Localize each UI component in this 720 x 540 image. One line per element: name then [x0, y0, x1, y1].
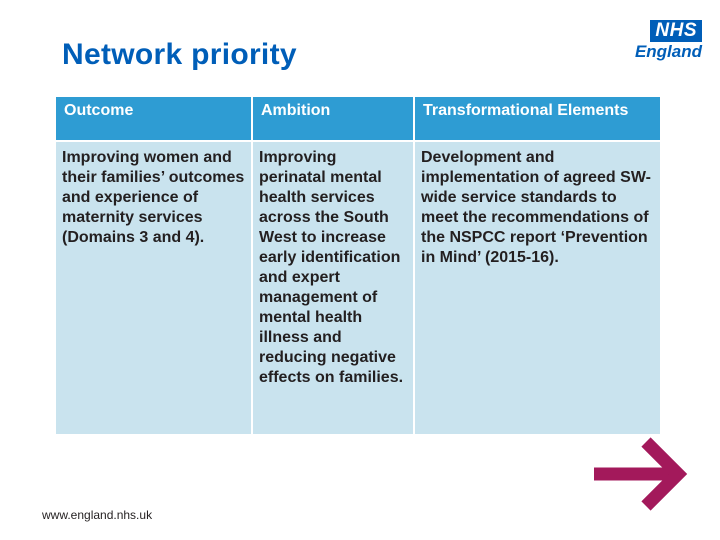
footer-url[interactable]: www.england.nhs.uk [42, 508, 153, 522]
nhs-logo-region: England [634, 42, 702, 61]
next-slide-button[interactable] [594, 434, 690, 514]
arrow-right-icon [594, 434, 690, 514]
header-ambition: Ambition [253, 97, 413, 140]
header-transformational-elements: Transformational Elements [415, 97, 660, 140]
cell-outcome: Improving women and their families’ outcomes and experience of maternity services (Domains 3 and 4). [56, 142, 251, 434]
slide-title: Network priority [62, 38, 297, 71]
cell-transformational-elements: Development and implementation of agreed SW-wide service standards to meet the recommendations of the NSPCC report ‘Prevention in Mind’ (2015-16). [415, 142, 660, 434]
nhs-england-logo [634, 20, 702, 62]
priority-table [56, 97, 656, 432]
nhs-logo-box: NHS [650, 20, 702, 42]
header-outcome: Outcome [56, 97, 251, 140]
cell-ambition: Improving perinatal mental health services across the South West to increase early identification and expert management of mental health illness and reducing negative effects on families. [253, 142, 413, 434]
